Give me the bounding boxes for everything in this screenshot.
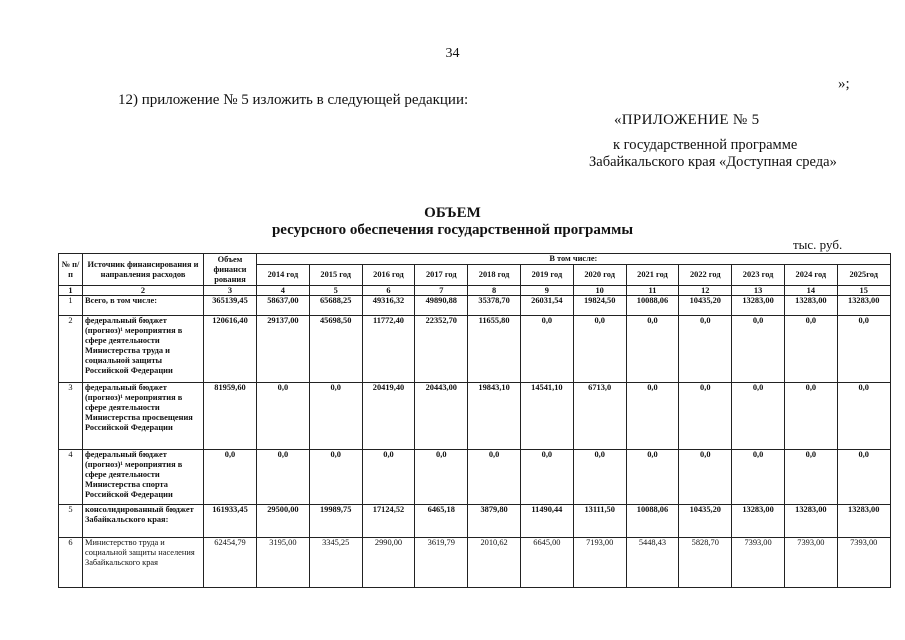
row-value: 13283,00 [732, 296, 785, 316]
row-value: 0,0 [520, 316, 573, 383]
row-value: 0,0 [257, 383, 310, 450]
row-source: Министерство труда и социальной защиты населения Забайкальского края [83, 538, 204, 588]
row-value: 0,0 [837, 450, 890, 505]
row-value: 0,0 [362, 450, 415, 505]
row-value: 13283,00 [784, 505, 837, 538]
row-source: консолидированный бюджет Забайкальского края: [83, 505, 204, 538]
row-value: 10088,06 [626, 505, 679, 538]
year-header: 2017 год [415, 265, 468, 286]
row-value: 29500,00 [257, 505, 310, 538]
appendix-title: «ПРИЛОЖЕНИЕ № 5 [614, 112, 760, 128]
row-value: 0,0 [679, 450, 732, 505]
row-volume: 365139,45 [204, 296, 257, 316]
table-row [59, 450, 891, 505]
appendix-subtitle-line1: к государственной программе [613, 137, 798, 153]
row-value: 13283,00 [837, 505, 890, 538]
column-index-cell: 9 [520, 286, 573, 296]
row-value: 3345,25 [309, 538, 362, 588]
row-value: 0,0 [679, 316, 732, 383]
row-value: 0,0 [415, 450, 468, 505]
unit-label: тыс. руб. [793, 237, 843, 252]
column-index-cell: 11 [626, 286, 679, 296]
row-value: 10435,20 [679, 505, 732, 538]
row-value: 14541,10 [520, 383, 573, 450]
row-value: 7193,00 [573, 538, 626, 588]
row-volume: 0,0 [204, 450, 257, 505]
row-source: Всего, в том числе: [83, 296, 204, 316]
row-value: 0,0 [679, 383, 732, 450]
column-index-cell: 5 [309, 286, 362, 296]
row-value: 7393,00 [732, 538, 785, 588]
page-number: 34 [445, 46, 460, 61]
row-value: 0,0 [468, 450, 521, 505]
column-index-cell: 8 [468, 286, 521, 296]
row-value: 5828,70 [679, 538, 732, 588]
row-value: 0,0 [732, 450, 785, 505]
row-volume: 161933,45 [204, 505, 257, 538]
row-value: 65688,25 [309, 296, 362, 316]
year-header: 2024 год [784, 265, 837, 286]
row-value: 3195,00 [257, 538, 310, 588]
row-volume: 120616,40 [204, 316, 257, 383]
row-source: федеральный бюджет (прогноз)¹ мероприятия в сфере деятельности Министерства спорта Российской Федерации [83, 450, 204, 505]
appendix-subtitle-line2: Забайкальского края «Доступная среда» [589, 154, 837, 170]
row-value: 35378,70 [468, 296, 521, 316]
year-header: 2021 год [626, 265, 679, 286]
row-value: 0,0 [309, 383, 362, 450]
row-value: 0,0 [626, 383, 679, 450]
table-row [59, 316, 891, 383]
table-row [59, 296, 891, 316]
row-number: 6 [59, 538, 83, 588]
table-row [59, 538, 891, 588]
row-value: 0,0 [732, 383, 785, 450]
row-number: 3 [59, 383, 83, 450]
row-source: федеральный бюджет (прогноз)¹ мероприятия в сфере деятельности Министерства просвещения Российской Федерации [83, 383, 204, 450]
header-source: Источник финансирования и направления расходов [83, 254, 204, 286]
row-value: 49316,32 [362, 296, 415, 316]
budget-table [58, 253, 891, 588]
row-value: 3879,80 [468, 505, 521, 538]
year-header: 2020 год [573, 265, 626, 286]
year-header: 2019 год [520, 265, 573, 286]
row-value: 6645,00 [520, 538, 573, 588]
row-value: 10435,20 [679, 296, 732, 316]
row-value: 0,0 [309, 450, 362, 505]
row-value: 0,0 [573, 316, 626, 383]
row-value: 0,0 [520, 450, 573, 505]
row-source: федеральный бюджет (прогноз)¹ мероприятия в сфере деятельности Министерства труда и социальной защиты Российской Федерации [83, 316, 204, 383]
row-value: 20443,00 [415, 383, 468, 450]
row-volume: 62454,79 [204, 538, 257, 588]
column-index-cell: 2 [83, 286, 204, 296]
row-value: 0,0 [573, 450, 626, 505]
row-number: 5 [59, 505, 83, 538]
row-value: 2010,62 [468, 538, 521, 588]
row-value: 11772,40 [362, 316, 415, 383]
row-value: 19824,50 [573, 296, 626, 316]
row-value: 5448,43 [626, 538, 679, 588]
row-value: 45698,50 [309, 316, 362, 383]
column-index-cell: 3 [204, 286, 257, 296]
year-header: 2015 год [309, 265, 362, 286]
table-row [59, 383, 891, 450]
row-volume: 81959,60 [204, 383, 257, 450]
header-including: В том числе: [257, 254, 891, 265]
row-value: 0,0 [784, 316, 837, 383]
year-header: 2025год [837, 265, 890, 286]
year-header: 2014 год [257, 265, 310, 286]
column-index-cell: 7 [415, 286, 468, 296]
doc-title: ОБЪЕМ [424, 205, 481, 221]
year-header: 2016 год [362, 265, 415, 286]
row-value: 13283,00 [784, 296, 837, 316]
row-value: 7393,00 [837, 538, 890, 588]
row-value: 29137,00 [257, 316, 310, 383]
row-value: 10088,06 [626, 296, 679, 316]
row-value: 11655,80 [468, 316, 521, 383]
year-header: 2018 год [468, 265, 521, 286]
column-index-cell: 4 [257, 286, 310, 296]
column-index-cell: 6 [362, 286, 415, 296]
row-value: 7393,00 [784, 538, 837, 588]
row-value: 22352,70 [415, 316, 468, 383]
doc-subtitle: ресурсного обеспечения государственной программы [271, 222, 634, 238]
row-value: 58637,00 [257, 296, 310, 316]
row-value: 17124,52 [362, 505, 415, 538]
column-index-cell: 13 [732, 286, 785, 296]
row-value: 2990,00 [362, 538, 415, 588]
column-index-row [59, 286, 891, 296]
column-index-cell: 12 [679, 286, 732, 296]
row-value: 49890,88 [415, 296, 468, 316]
row-value: 19843,10 [468, 383, 521, 450]
row-value: 20419,40 [362, 383, 415, 450]
row-value: 6713,0 [573, 383, 626, 450]
row-value: 0,0 [626, 316, 679, 383]
column-index-cell: 15 [837, 286, 890, 296]
header-no: № п/ п [59, 254, 83, 286]
intro-line: 12) приложение № 5 изложить в следующей редакции: [118, 92, 469, 108]
row-value: 0,0 [257, 450, 310, 505]
row-value: 0,0 [732, 316, 785, 383]
header-volume: Объем финанси рования [204, 254, 257, 286]
row-value: 13283,00 [837, 296, 890, 316]
row-number: 4 [59, 450, 83, 505]
row-value: 0,0 [837, 316, 890, 383]
year-header: 2023 год [732, 265, 785, 286]
row-number: 1 [59, 296, 83, 316]
row-value: 11490,44 [520, 505, 573, 538]
closing-quote: »; [838, 76, 850, 92]
year-header: 2022 год [679, 265, 732, 286]
row-value: 0,0 [784, 450, 837, 505]
row-value: 0,0 [784, 383, 837, 450]
row-value: 26031,54 [520, 296, 573, 316]
row-value: 0,0 [837, 383, 890, 450]
row-value: 13111,50 [573, 505, 626, 538]
column-index-cell: 1 [59, 286, 83, 296]
row-value: 3619,79 [415, 538, 468, 588]
table-body [59, 296, 891, 588]
row-value: 0,0 [626, 450, 679, 505]
row-value: 6465,18 [415, 505, 468, 538]
column-index-cell: 10 [573, 286, 626, 296]
row-value: 19989,75 [309, 505, 362, 538]
column-index-cell: 14 [784, 286, 837, 296]
row-number: 2 [59, 316, 83, 383]
row-value: 13283,00 [732, 505, 785, 538]
table-row [59, 505, 891, 538]
